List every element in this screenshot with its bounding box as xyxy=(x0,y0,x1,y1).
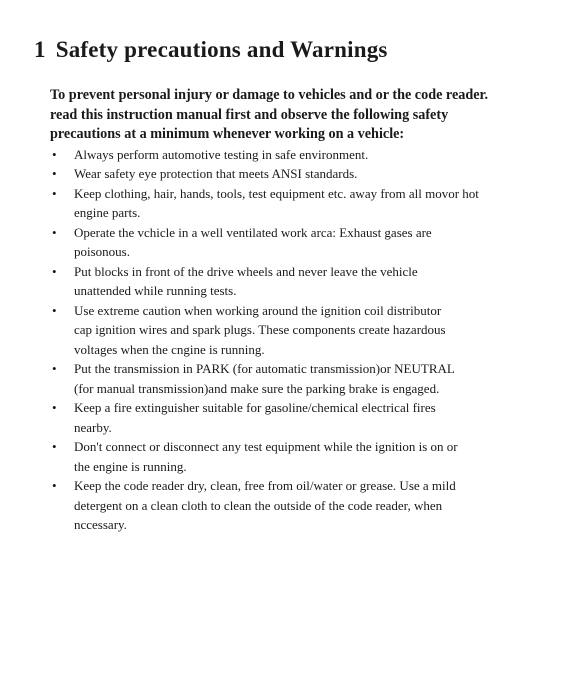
list-item-text: Put blocks in front of the drive wheels and never leave the vehicle xyxy=(74,263,418,279)
list-item xyxy=(50,359,530,398)
list-item xyxy=(50,398,530,437)
list-item-text: Wear safety eye protection that meets ANSI standards. xyxy=(74,166,358,181)
list-item-text: Don't connect or disconnect any test equipment while the ignition is on or xyxy=(74,439,458,454)
bullet-icon: • xyxy=(52,439,57,454)
intro-line: read this instruction manual first and observe the following safety xyxy=(50,106,449,123)
list-item-text: Use extreme caution when working around the ignition coil distributor xyxy=(74,302,442,318)
list-item-text: (for manual transmission)and make sure the parking brake is engaged. xyxy=(74,380,440,396)
list-item xyxy=(50,164,530,184)
bullet-icon: • xyxy=(52,478,57,493)
bullet-icon: • xyxy=(52,361,57,376)
bullet-icon: • xyxy=(52,166,57,181)
section-number: 1 xyxy=(34,37,46,62)
list-item-text: poisonous. xyxy=(74,244,130,259)
bullet-icon: • xyxy=(52,263,57,279)
list-item xyxy=(50,476,530,535)
list-item-text: detergent on a clean cloth to clean the outside of the code reader, when xyxy=(74,497,443,513)
list-item xyxy=(50,262,530,301)
intro-line: To prevent personal injury or damage to vehicles and or the code reader. xyxy=(50,87,489,103)
section-title: Safety precautions and Warnings xyxy=(55,37,388,62)
bullet-icon: • xyxy=(52,224,57,240)
list-item-text: Put the transmission in PARK (for automatic transmission)or NEUTRAL xyxy=(74,361,455,376)
bullet-icon: • xyxy=(52,185,57,201)
list-item-text: Keep a fire extinguisher suitable for gasoline/chemical electrical fires xyxy=(74,400,436,415)
bullet-icon: • xyxy=(52,400,57,415)
list-item-text: voltages when the cngine is running. xyxy=(74,341,265,357)
list-item xyxy=(50,301,530,360)
precautions-list xyxy=(50,145,530,535)
list-item xyxy=(50,184,530,223)
list-item-text: Keep the code reader dry, clean, free from oil/water or grease. Use a mild xyxy=(74,478,456,493)
list-item-text: cap ignition wires and spark plugs. These components create hazardous xyxy=(74,322,446,337)
list-item-text: the engine is running. xyxy=(74,458,187,474)
list-item-text: unattended while running tests. xyxy=(74,283,237,298)
bullet-icon: • xyxy=(52,302,57,318)
list-item-text: nearby. xyxy=(74,419,112,435)
list-item xyxy=(50,145,530,165)
list-item-text: Always perform automotive testing in safe environment. xyxy=(74,146,369,162)
intro-line: precautions at a minimum whenever working on a vehicle: xyxy=(50,126,405,142)
intro-paragraph xyxy=(50,86,550,145)
bullet-icon: • xyxy=(52,146,57,162)
section-heading xyxy=(34,36,557,64)
list-item xyxy=(50,223,530,262)
list-item-text: nccessary. xyxy=(74,517,127,532)
list-item xyxy=(50,437,530,476)
list-item-text: Operate the vchicle in a well ventilated work arca: Exhaust gases are xyxy=(74,224,432,240)
list-item-text: Keep clothing, hair, hands, tools, test equipment etc. away from all movor hot xyxy=(74,185,479,201)
list-item-text: engine parts. xyxy=(74,205,141,220)
